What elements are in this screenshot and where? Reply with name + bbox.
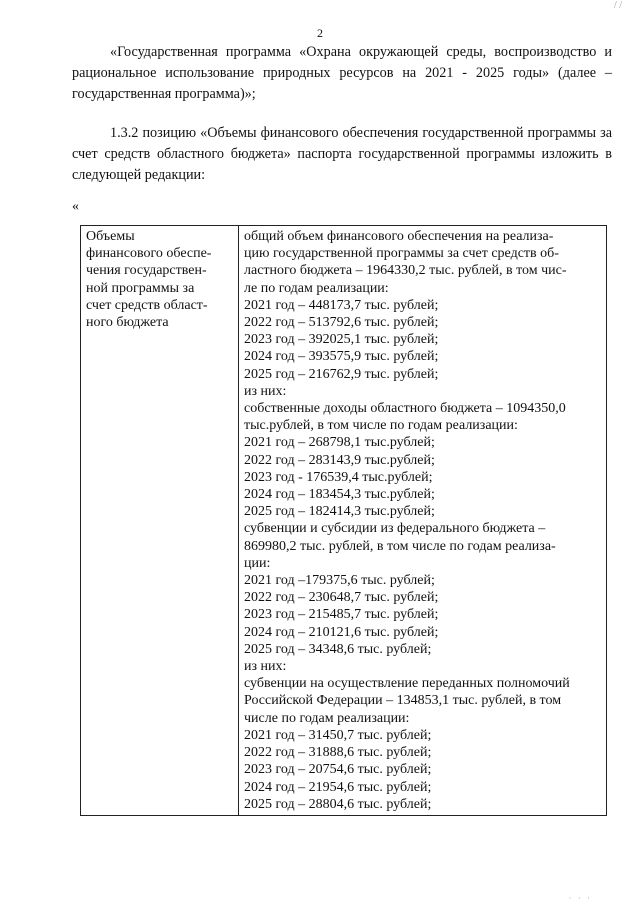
value-line: тыс.рублей, в том числе по годам реализации: [244,418,518,434]
value-line: 2021 год –179375,6 тыс. рублей; [244,573,435,589]
table-row [81,226,607,816]
value-line: 2025 год – 28804,6 тыс. рублей; [244,796,432,812]
value-line: из них: [244,383,287,399]
page-number: 2 [317,26,323,40]
value-line: 2022 год – 283143,9 тыс.рублей; [244,452,435,468]
bottom-mark: · · · [568,893,592,903]
value-line: 2025 год – 182414,3 тыс.рублей; [244,504,435,520]
value-line: из них: [244,659,287,675]
label-line: ного бюджета [86,315,169,331]
value-line: собственные доходы областного бюджета – 1094350,0 [244,401,566,417]
value-line: общий объем финансового обеспечения на реализа- [244,229,554,244]
value-line: 2023 год - 176539,4 тыс.рублей; [244,469,433,485]
value-line: ле по годам реализации: [244,280,389,296]
value-lines [244,228,602,813]
paragraph-program-title: «Государственная программа «Охрана окружающей среды, воспроизводство и рациональное использование природных ресурсов на 2021 - 2025 годы» (далее – государственная программа)»; [72,44,612,102]
value-line: 2021 год – 268798,1 тыс.рублей; [244,435,435,451]
value-line: 2024 год – 21954,6 тыс. рублей; [244,779,432,795]
corner-mark: / / [613,0,622,11]
value-line: 2025 год – 34348,6 тыс. рублей; [244,641,432,657]
value-line: 2023 год – 215485,7 тыс. рублей; [244,607,439,623]
value-line: 2023 год – 20754,6 тыс. рублей; [244,762,432,778]
value-line: 2021 год – 31450,7 тыс. рублей; [244,727,432,743]
label-line: Объемы [86,229,135,244]
value-line: 2022 год – 513792,6 тыс. рублей; [244,315,439,331]
value-line: 2024 год – 393575,9 тыс. рублей; [244,349,439,365]
value-line: 2023 год – 392025,1 тыс. рублей; [244,332,439,348]
value-line: 2022 год – 31888,6 тыс. рублей; [244,745,432,761]
value-line: ции: [244,555,271,571]
label-line: финансового обеспе- [86,246,212,262]
value-line: цию государственной программы за счет средств об- [244,246,559,262]
value-line: 2024 год – 210121,6 тыс. рублей; [244,624,439,640]
passport-table [80,225,607,816]
value-line: субвенции и субсидии из федерального бюджета – [244,521,546,537]
value-line: Российской Федерации – 134853,1 тыс. рублей, в том [244,693,562,709]
value-line: 2024 год – 183454,3 тыс.рублей; [244,487,435,503]
label-line: чения государствен- [86,263,207,279]
label-line: ной программы за [86,280,195,296]
value-line: числе по годам реализации: [244,710,410,726]
value-line: 2022 год – 230648,7 тыс. рублей; [244,590,439,606]
value-line: 2025 год – 216762,9 тыс. рублей; [244,366,439,382]
label-lines [86,228,234,331]
paragraph-amendment: 1.3.2 позицию «Объемы финансового обеспечения государственной программы за счет средств областного бюджета» паспорта государственной программы изложить в следующей редакции: [72,125,612,183]
opening-quote: « [72,199,79,214]
value-cell [239,226,607,816]
label-cell [81,226,239,816]
label-line: счет средств област- [86,297,208,313]
value-line: ластного бюджета – 1964330,2 тыс. рублей, в том чис- [244,263,567,279]
value-line: 869980,2 тыс. рублей, в том числе по годам реализа- [244,538,556,554]
value-line: 2021 год – 448173,7 тыс. рублей; [244,297,439,313]
value-line: субвенции на осуществление переданных полномочий [244,676,570,692]
